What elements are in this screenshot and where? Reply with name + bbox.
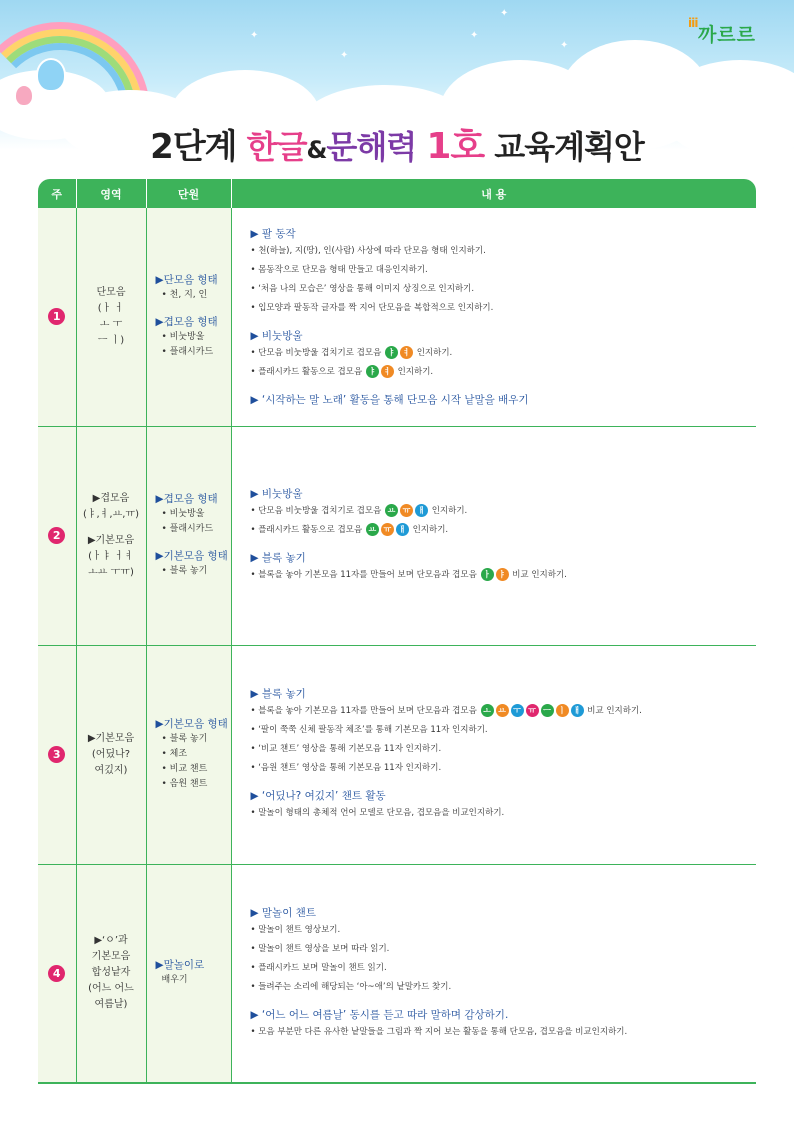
title-ampersand: &	[306, 136, 327, 164]
area-line: (ㅑ,ㅕ,ㅛ,ㅠ)	[83, 508, 139, 520]
unit-heading: ▶기본모음 형태	[155, 550, 228, 562]
content-item-text: • ‘처음 나의 모습은’ 영상을 통해 이미지 상징으로 인지하기.	[250, 283, 475, 294]
area-line: 단모음	[96, 286, 126, 298]
content-item	[251, 959, 756, 978]
area-cell	[76, 208, 146, 426]
content-item	[251, 702, 756, 721]
table-row	[38, 864, 756, 1083]
area-line: 여름날)	[94, 999, 128, 1011]
unit-cell	[146, 208, 231, 426]
unit-cell	[146, 645, 231, 864]
content-cell	[231, 864, 756, 1083]
content-section-heading: ▶ 블록 놓기	[250, 688, 306, 700]
area-line: (ㅏ ㅓ	[97, 302, 125, 314]
content-section-heading: ▶ 비눗방울	[250, 329, 303, 342]
week-cell	[38, 645, 76, 864]
area-line: ▶겹모음	[92, 492, 130, 504]
content-item	[251, 299, 756, 318]
header-unit: 단원	[146, 179, 231, 208]
lesson-plan-table	[38, 179, 756, 1084]
content-item-text: • 입모양과 팔동작 글자를 짝 지어 단모음을 복합적으로 인지하기.	[250, 302, 494, 313]
area-line: ▶기본모음	[87, 732, 135, 744]
hot-air-balloon-icon	[36, 58, 66, 92]
sky-header-background: ✦ ✦ ✦ ✦ ✦ ✦	[0, 0, 794, 150]
vowel-badge: ㅑ	[385, 346, 398, 359]
content-item	[251, 242, 756, 261]
vowel-badge: ㅛ	[385, 504, 398, 517]
content-item	[251, 363, 756, 382]
content-item-text: • ‘팔이 쭉쭉 신체 팔동작 체조’를 통해 기본모음 11자 인지하기.	[250, 725, 488, 735]
area-line: 합성낱자	[91, 967, 131, 979]
content-item-text: • 단모음 비눗방울 겹치기로 겹모음	[250, 347, 382, 358]
vowel-badge: ㅜ	[511, 704, 524, 717]
content-item-text: • ‘음원 챈트’ 영상을 통해 기본모음 11자 인지하기.	[250, 763, 442, 773]
table-row	[38, 645, 756, 864]
hot-air-balloon-icon	[14, 84, 34, 107]
table-header-row	[38, 179, 756, 208]
unit-item: • 플래시카드	[161, 347, 214, 358]
vowel-badge: ㅑ	[366, 365, 379, 378]
unit-item: • 블록 놓기	[161, 734, 208, 744]
week-number-badge: 4	[48, 965, 65, 982]
vowel-badge: ㅣ	[556, 704, 569, 717]
content-section-heading: ▶ ‘어느 어느 여름날’ 동시를 듣고 따라 말하며 감상하기.	[250, 1008, 509, 1021]
content-item-text: • 블록을 놓아 기본모음 11자를 만들어 보며 단모음과 겹모음	[250, 570, 477, 580]
area-line	[80, 523, 143, 533]
area-line: ▶‘ㅇ’과	[94, 935, 128, 947]
unit-item: • 체조	[161, 749, 188, 759]
unit-cell	[146, 864, 231, 1083]
content-item-suffix: 인지하기.	[412, 525, 449, 535]
title-issue: 1호	[426, 126, 485, 167]
content-item-text: • 단모음 비눗방울 겹치기로 겹모음	[250, 506, 382, 516]
content-item-text: • 들려주는 소리에 해당되는 ‘아~애’의 낱말카드 찾기.	[250, 981, 452, 992]
week-cell	[38, 426, 76, 645]
unit-item: • 음원 챈트	[161, 779, 208, 789]
content-item	[251, 261, 756, 280]
content-item	[251, 940, 756, 959]
area-cell	[76, 864, 146, 1083]
vowel-badge: ㅠ	[381, 523, 394, 536]
area-line: ㅗ ㅜ	[99, 318, 123, 330]
table-row	[38, 426, 756, 645]
content-item-suffix: 인지하기.	[431, 506, 468, 516]
vowel-badge: ㅐ	[415, 504, 428, 517]
area-line: 기본모음	[91, 951, 131, 963]
unit-item: • 비눗방울	[161, 509, 205, 519]
content-item-text: • 몸동작으로 단모음 형태 만들고 대응인지하기.	[250, 264, 428, 275]
header-content: 내 용	[231, 179, 756, 208]
unit-heading: ▶겹모음 형태	[155, 493, 218, 505]
header-week: 주	[38, 179, 76, 208]
unit-heading: ▶기본모음 형태	[155, 718, 228, 730]
title-level: 2단계	[150, 127, 237, 167]
content-item	[251, 740, 756, 759]
content-cell	[231, 208, 756, 426]
week-number-badge: 2	[48, 527, 65, 544]
content-item-suffix: 인지하기.	[416, 347, 453, 358]
brand-logo	[687, 16, 756, 47]
area-line: ㅗㅛ ㅜㅠ)	[88, 566, 134, 578]
vowel-badge: ㅑ	[496, 568, 509, 581]
content-item	[251, 759, 756, 778]
content-item-text: • 플래시카드 활동으로 겹모음	[250, 366, 363, 377]
vowel-badge: ㅐ	[396, 523, 409, 536]
vowel-badge: ㅗ	[481, 704, 494, 717]
vowel-badge: ㅛ	[496, 704, 509, 717]
area-line: 여깄지)	[94, 764, 128, 776]
week-number-badge: 3	[48, 746, 65, 763]
content-section-heading: ▶ 말놀이 챈트	[250, 906, 316, 919]
content-item	[251, 1023, 756, 1042]
title-plan: 교육계획안	[494, 128, 644, 166]
unit-heading: ▶겹모음 형태	[155, 316, 218, 329]
unit-item: • 비눗방울	[161, 332, 205, 343]
vowel-badge: ㅏ	[481, 568, 494, 581]
unit-cell	[146, 426, 231, 645]
content-item-suffix: 인지하기.	[397, 366, 434, 377]
unit-item: • 비교 챈트	[161, 764, 208, 774]
unit-heading: ▶단모음 형태	[155, 274, 218, 287]
vowel-badge: ㅠ	[400, 504, 413, 517]
area-line: ㅡ ㅣ)	[97, 334, 125, 346]
content-item-text: • 말놀이 챈트 영상을 보며 따라 읽기.	[250, 943, 390, 954]
content-item-text: • 모음 부분만 다른 유사한 낱말들을 그림과 짝 지어 보는 활동을 통해 단모음, 겹모음을 비교인지하기.	[250, 1026, 628, 1037]
content-item-text: • ‘비교 챈트’ 영상을 통해 기본모음 11자 인지하기.	[250, 744, 442, 754]
header-area: 영역	[76, 179, 146, 208]
content-section-heading: ▶ ‘시작하는 말 노래’ 활동을 통해 단모음 시작 낱말을 배우기	[250, 393, 529, 406]
content-section-heading: ▶ ‘어딨나? 여깄지’ 챈트 활동	[250, 790, 386, 802]
content-cell	[231, 645, 756, 864]
content-item-text: • 말놀이 챈트 영상보기.	[250, 924, 341, 935]
unit-item: • 블록 놓기	[161, 566, 208, 576]
content-item	[251, 921, 756, 940]
content-item-text: • 플래시카드 보며 말놀이 챈트 읽기.	[250, 962, 387, 973]
content-section-heading: ▶ 팔 동작	[250, 227, 296, 240]
week-cell	[38, 208, 76, 426]
vowel-badge: ㅛ	[366, 523, 379, 536]
content-item-text: • 천(하늘), 지(땅), 인(사람) 사상에 따라 단모음 형태 인지하기.	[250, 245, 486, 256]
content-item	[251, 280, 756, 299]
unit-item: • 플래시카드	[161, 524, 214, 534]
content-item-text: • 말놀이 형태의 총체적 언어 모델로 단모음, 겹모음을 비교인지하기.	[250, 808, 505, 818]
content-item-suffix: 비교 인지하기.	[587, 706, 642, 716]
content-item	[251, 978, 756, 997]
content-item	[251, 344, 756, 363]
vowel-badge: ㅕ	[381, 365, 394, 378]
vowel-badge: ㅡ	[541, 704, 554, 717]
unit-heading: ▶말놀이로	[155, 959, 205, 972]
content-item-text: • 플래시카드 활동으로 겹모음	[250, 525, 363, 535]
title-hangul: 한글	[246, 128, 307, 166]
vowel-badge: ㅐ	[571, 704, 584, 717]
area-line: (어느 어느	[88, 983, 134, 995]
area-cell	[76, 426, 146, 645]
content-item	[251, 721, 756, 740]
sparkle-icon: ⅲ	[687, 16, 700, 30]
content-item	[251, 804, 756, 823]
vowel-badge: ㅕ	[400, 346, 413, 359]
unit-item: 배우기	[161, 975, 188, 986]
vowel-badge: ㅠ	[526, 704, 539, 717]
area-line: (ㅏㅑ ㅓㅕ	[88, 550, 134, 562]
content-item-text: • 블록을 놓아 기본모음 11자를 만들어 보며 단모음과 겹모음	[250, 706, 477, 716]
area-line: (어딨나?	[91, 748, 131, 760]
content-item	[251, 521, 756, 540]
page-title	[0, 118, 794, 169]
title-literacy: 문해력	[326, 128, 417, 166]
content-section-heading: ▶ 블록 놓기	[250, 552, 306, 564]
unit-item: • 천, 지, 인	[161, 290, 208, 301]
content-item-suffix: 비교 인지하기.	[512, 570, 567, 580]
content-section-heading: ▶ 비눗방울	[250, 488, 303, 500]
brand-logo-text: 까르르	[697, 24, 756, 46]
area-cell	[76, 645, 146, 864]
area-line: ▶기본모음	[87, 534, 135, 546]
content-item	[251, 502, 756, 521]
table-row	[38, 208, 756, 426]
content-item	[251, 566, 756, 585]
content-cell	[231, 426, 756, 645]
week-number-badge: 1	[48, 308, 65, 325]
week-cell	[38, 864, 76, 1083]
